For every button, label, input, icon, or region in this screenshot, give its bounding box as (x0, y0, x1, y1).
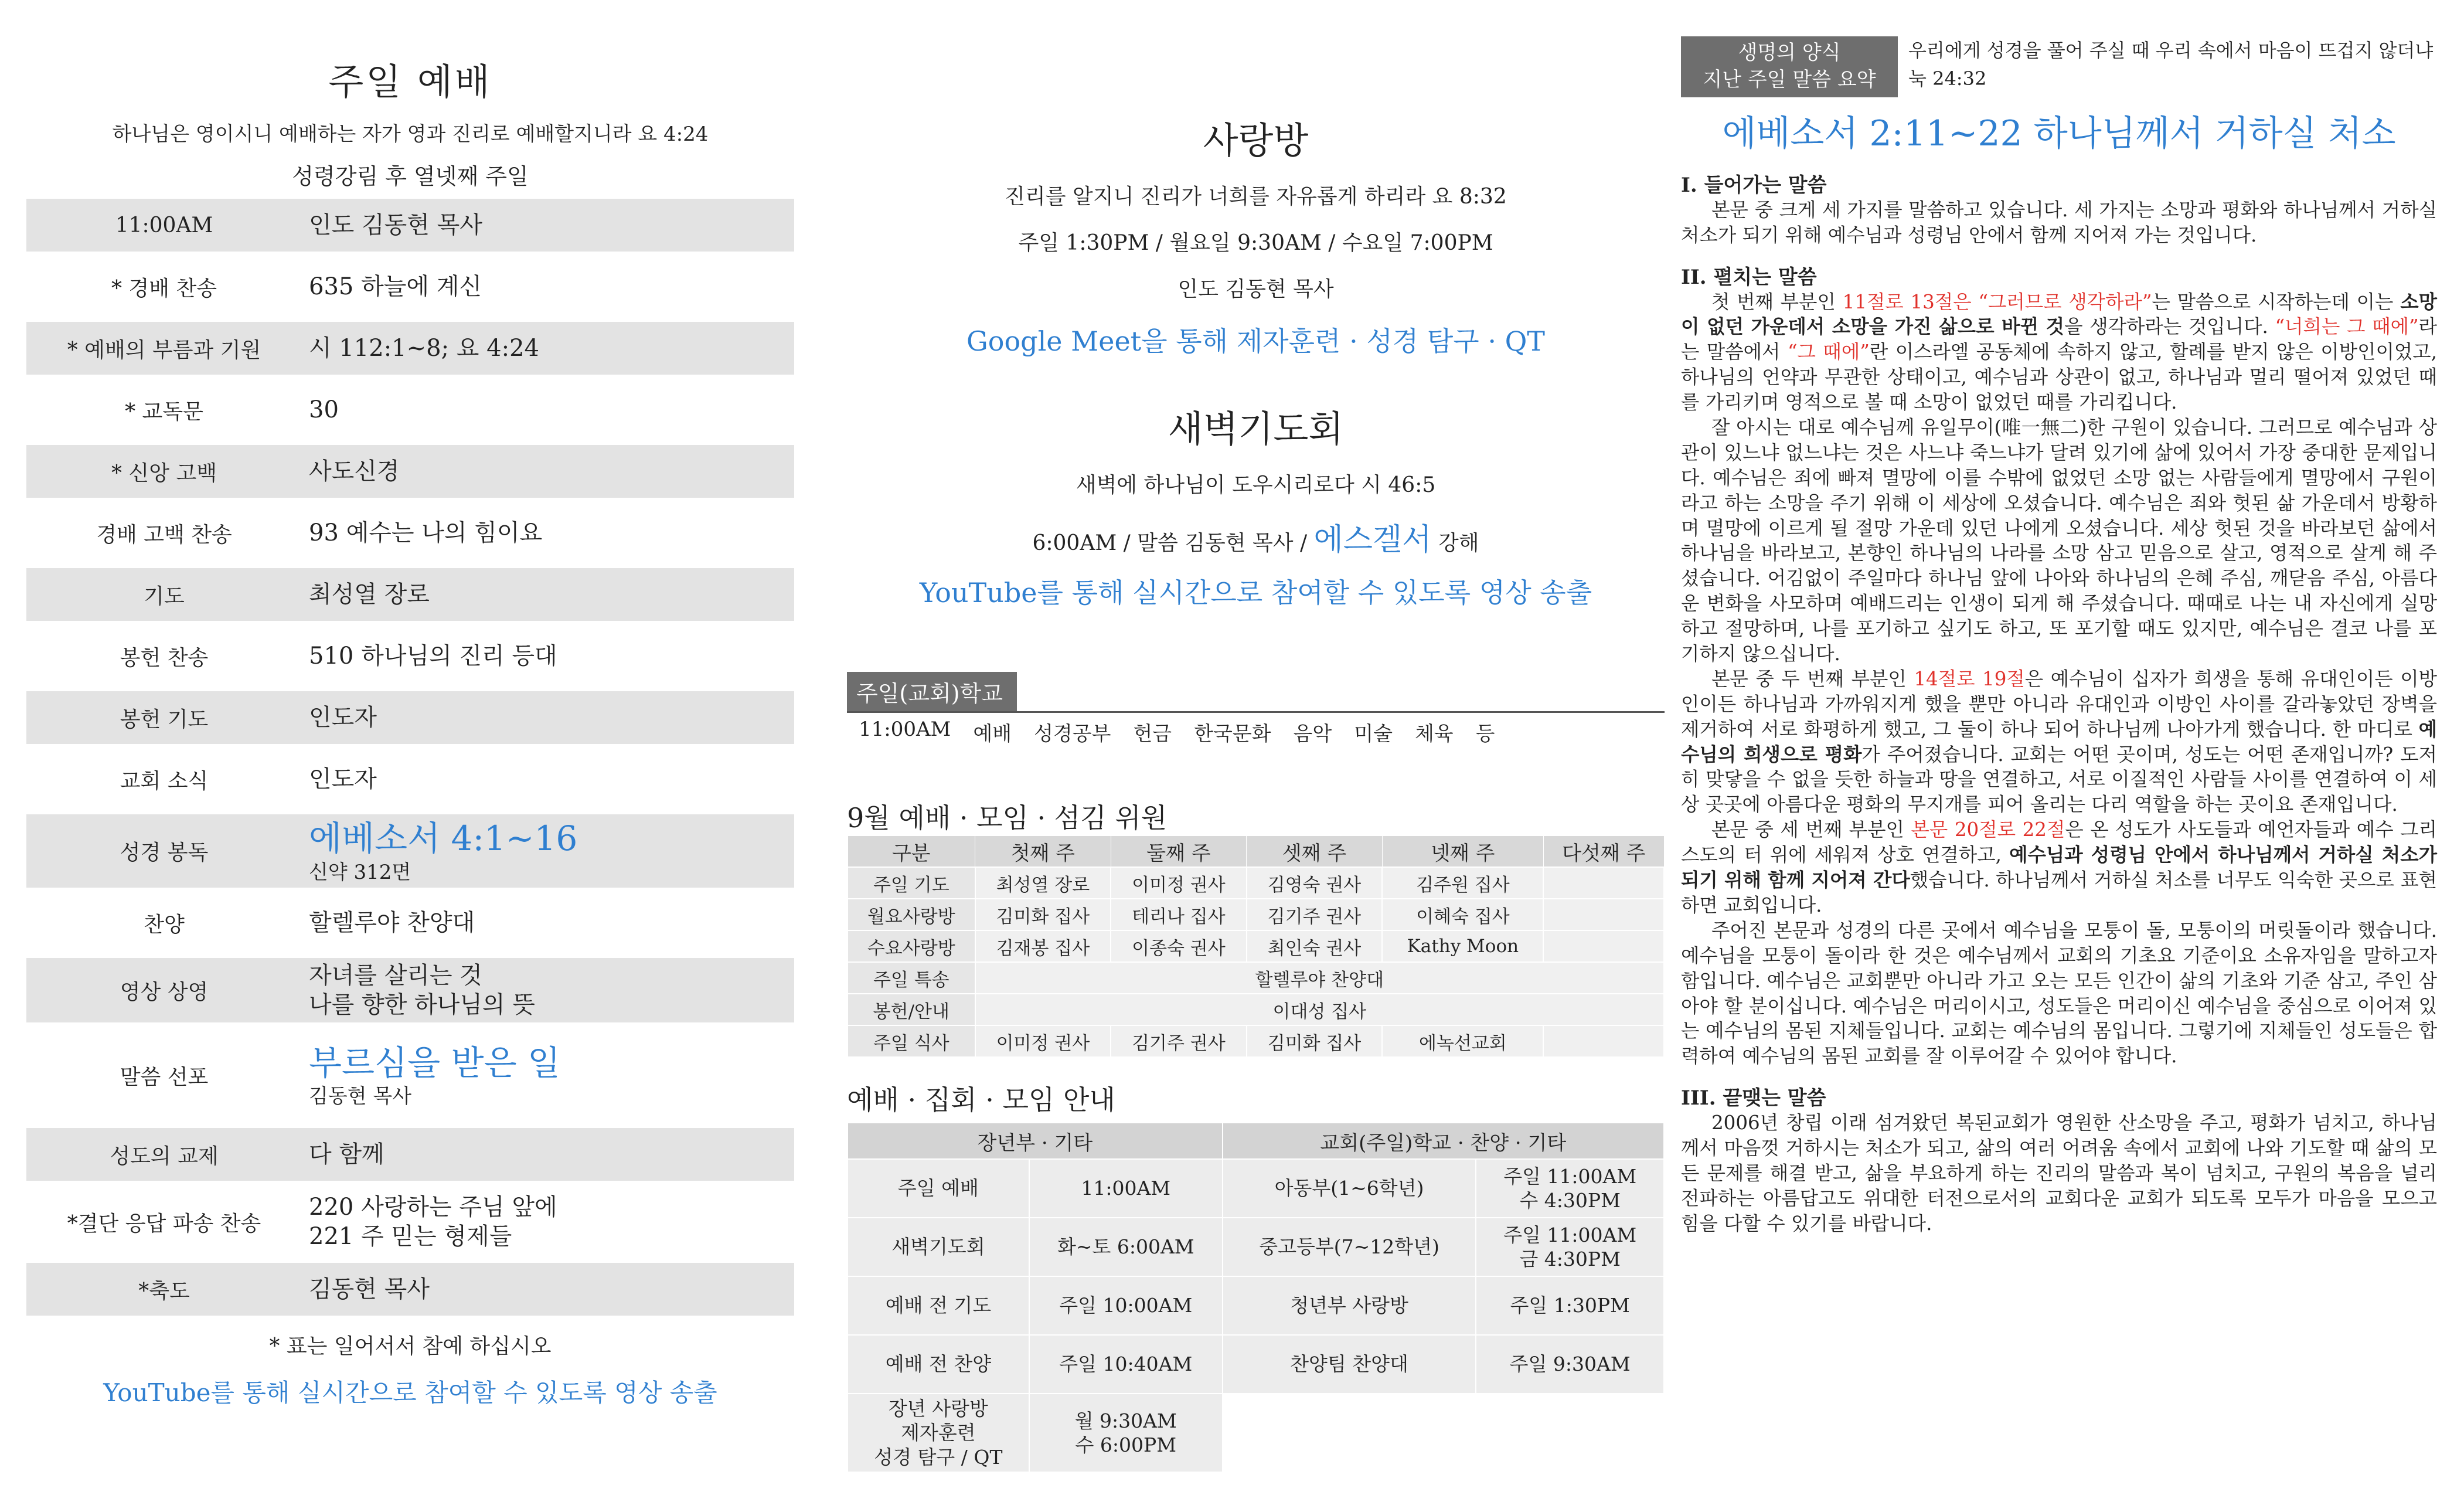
order-row (26, 1190, 794, 1254)
sermon-preacher: 김동현 목사 (309, 1085, 412, 1108)
highlight-run: 본문 20절로 22절 (1911, 818, 2065, 841)
text-run: 은 예수님이 십자가 희생을 통해 유대인이든 이방인이든 하나님과 가까워지게 했을 뿐만 아니라 유대인과 이방인 사이를 갈라놓았던 장벽을 제거하여 서로 화평하게 했고, 그 둘이 하나 되어 하나님께 나아가게 했습니다. 한 마디로 (1681, 667, 2437, 740)
paragraph: 2006년 창립 이래 섬겨왔던 복된교회가 영원한 산소망을 주고, 평화가 넘치고, 하나님께서 마음껏 거하시는 처소가 되고, 삶의 여러 어려움 속에서 교회에 나와 기도할 때 삶의 모든 문제를 해결 받고, 삶을 부요하게 하는 진리의 말씀과 복이 넘치고, 구원의 복음을 널리 전파하는 아름답고도 위대한 터전으로서의 교회다운 교회가 되도록 모두가 마음을 모으고 힘을 다할 수 있기를 바랍니다. (1681, 1112, 2437, 1235)
table-cell: 이혜숙 집사 (1382, 899, 1543, 930)
order-value: 시 112:1~8; 요 4:24 (309, 335, 539, 362)
guide-header: 교회(주일)학교 · 찬양 · 기타 (1223, 1123, 1664, 1159)
table-cell: 에녹선교회 (1382, 1025, 1543, 1057)
table-cell: 예배 전 찬양 (848, 1335, 1029, 1394)
summary-verse: 우리에게 성경을 풀어 주실 때 우리 속에서 마음이 뜨겁지 않더냐 눅 24:32 (1908, 39, 2434, 90)
dawn-suffix: 강해 (1438, 531, 1479, 555)
bold-run: 예수님의 희생으로 평화 (1681, 717, 2437, 766)
table-row (848, 1218, 1664, 1276)
text-run: 은 온 성도가 사도들과 예언자들과 예수 그리스도의 터 위에 세워져 상호 연결하고, (1681, 818, 2437, 867)
table-cell: 김미화 집사 (975, 899, 1111, 930)
order-row (26, 322, 794, 375)
time-line: 주일 11:00AM (1503, 1164, 1637, 1188)
table-row (848, 1276, 1664, 1335)
table-row (848, 962, 1664, 994)
school-item: 미술 (1354, 722, 1393, 746)
order-label: 11:00AM (115, 213, 213, 237)
school-item: 한국문화 (1194, 722, 1271, 746)
bold-run: 예수님과 성령님 안에서 하나님께서 거하실 처소가 되기 위해 함께 지어져 간다 (1681, 843, 2437, 892)
order-row (26, 507, 794, 559)
table-row (848, 1335, 1664, 1394)
cell-line: 수 6:00PM (1075, 1433, 1176, 1456)
guide-table (847, 1122, 1665, 1473)
table-cell: 주일 1:30PM (1476, 1276, 1664, 1335)
order-value: 다 함께 (309, 1141, 384, 1168)
order-label: 봉헌 기도 (120, 707, 209, 732)
table-cell: 주일 기도 (848, 867, 975, 899)
table-cell: 이미정 권사 (1111, 867, 1247, 899)
liturgical-sunday: 성령강림 후 열넷째 주일 (292, 164, 529, 189)
video-title-2: 나를 향한 하나님의 뜻 (309, 991, 535, 1018)
order-label: * 예배의 부름과 기원 (67, 338, 261, 362)
table-cell: 화~토 6:00AM (1029, 1218, 1223, 1276)
table-cell: 예배 전 기도 (848, 1276, 1029, 1335)
table-row (848, 1159, 1664, 1218)
gatherings-column (847, 88, 1665, 1473)
text-run: 했습니다. 하나님께서 거하실 처소를 너무도 익숙한 곳으로 표현하면 교회입니다. (1681, 869, 2437, 916)
table-cell: 김미화 집사 (1247, 1025, 1383, 1057)
order-value: 할렐루야 찬양대 (309, 909, 475, 936)
table-row (848, 1025, 1664, 1057)
table-row (848, 899, 1664, 930)
guide-header-row (848, 1123, 1664, 1159)
cell-line: 장년 사랑방 (888, 1397, 988, 1421)
bold-run: 소망이 없던 가운데서 소망을 가진 삶으로 바뀐 것 (1681, 290, 2437, 338)
cell-line: 제자훈련 (901, 1421, 976, 1445)
order-label: 찬양 (144, 912, 185, 937)
cell-line: 성경 탐구 / QT (874, 1445, 1003, 1469)
order-row (26, 753, 794, 806)
order-label: 영상 상영 (120, 980, 209, 1004)
dawn-time: 6:00AM / 말씀 김동현 목사 / (1032, 531, 1308, 555)
sermon-title: 부르심을 받은 일 (309, 1042, 561, 1083)
duty-header: 둘째 주 (1111, 836, 1247, 868)
order-value (302, 1192, 794, 1251)
scripture-reading: 에베소서 4:1~16 (309, 818, 578, 858)
school-item: 체육 (1414, 722, 1454, 746)
sarangbang-leader: 인도 김동현 목사 (1177, 277, 1334, 301)
order-label: 말씀 선포 (120, 1065, 209, 1089)
dawn-prayer-verse: 새벽에 하나님이 도우시리로다 시 46:5 (1076, 473, 1436, 497)
order-row (26, 199, 794, 252)
table-cell: 김기주 권사 (1247, 899, 1383, 930)
paragraph: 잘 아시는 대로 예수님께 유일무이(唯一無二)한 구원이 있습니다. 그러므로 예수님과 상관이 있느냐 없느냐는 것은 사느냐 죽느냐가 달려 있기에 삶에 있어서 가장 중대한 문제입니다. 예수님은 죄에 빠져 멸망에 이를 수밖에 없었던 소망 없는 사람들에게 멸망에서 구원이라고 하는 소망을 주기 위해 이 세상에 오셨습니다. 예수님은 죄와 헛된 삶 가운데서 방황하며 멸망에 이르게 될 절망 가운데 있던 나에게 오셨습니다. 세상 헛된 것을 바라보던 삶에서 하나님을 바라보고, 본향인 하나님의 나라를 소망 삼고 믿음으로 살고, 영적으로 살게 해 주셨습니다. 어김없이 주일마다 하나님 앞에 나아와 하나님의 은혜 주심, 깨닫음 주심, 아름다운 변화을 사모하며 예배드리는 인생이 되게 해 주셨습니다. 때때로 나는 내 자신에게 실망하고 절망하며, 나를 포기하고 싶기도 하고, 또 포기할 때도 있지만, 예수님은 결코 나를 포기하지 않으십니다. (1681, 416, 2437, 665)
standing-note: * 표는 일어서서 참예 하십시오 (269, 1334, 552, 1358)
table-cell (848, 1394, 1029, 1472)
time-line: 금 4:30PM (1519, 1248, 1621, 1270)
order-label: 교회 소식 (120, 769, 209, 793)
section-heading: I. 들어가는 말씀 (1681, 173, 1827, 197)
table-cell (1223, 1394, 1476, 1472)
table-cell (1476, 1218, 1664, 1276)
guide-title: 예배 · 집회 · 모임 안내 (847, 1084, 1115, 1116)
duty-header: 다섯째 주 (1543, 836, 1664, 868)
table-cell: 월요사랑방 (848, 899, 975, 930)
table-cell: 김기주 권사 (1111, 1025, 1247, 1057)
school-item: 헌금 (1133, 722, 1172, 746)
table-cell (1476, 1394, 1664, 1472)
order-row (26, 445, 794, 498)
order-value: 510 하나님의 진리 등대 (309, 643, 557, 670)
order-value: 최성열 장로 (309, 581, 430, 608)
order-value: 635 하늘에 계신 (309, 273, 482, 300)
table-cell: 할렐루야 찬양대 (975, 962, 1664, 994)
highlight-run: “그 때에” (1787, 341, 1870, 363)
order-value: 93 예수는 나의 힘이요 (309, 519, 543, 546)
school-item: 음악 (1293, 722, 1332, 746)
table-cell: 새벽기도회 (848, 1218, 1029, 1276)
sunday-school-label: 주일(교회)학교 (847, 672, 1017, 711)
badge-line: 생명의 양식 (1738, 41, 1841, 64)
worship-title: 주일 예배 (328, 60, 492, 103)
summary-header (1681, 36, 2437, 97)
sunday-school-items (847, 718, 1665, 746)
time-line: 주일 11:00AM (1503, 1223, 1637, 1246)
order-row (26, 630, 794, 682)
order-row (26, 814, 794, 888)
table-cell: 수요사랑방 (848, 930, 975, 962)
duty-header-row (848, 836, 1664, 868)
order-row (26, 1263, 794, 1316)
table-cell (1543, 1025, 1664, 1057)
order-label: 성도의 교제 (110, 1144, 219, 1168)
order-value (302, 817, 794, 885)
table-cell: 김재봉 집사 (975, 930, 1111, 962)
highlight-run: 11절로 13절은 “그러므로 생각하라” (1842, 290, 2152, 313)
order-label: 봉헌 찬송 (120, 645, 209, 670)
paragraph (1681, 667, 2437, 817)
cell-line: 월 9:30AM (1074, 1409, 1177, 1432)
order-label: 성경 봉독 (120, 841, 209, 865)
order-value: 인도자 (309, 766, 377, 793)
order-value: 30 (309, 396, 339, 423)
text-run: 란 이스라엘 공동체에 속하지 않고, 할례를 받지 않은 이방인이었고, 하나님의 언약과 무관한 상태이고, 예수님과 상관이 없고, 하나님과 멀리 떨어져 있었던 때를 가리키며 영적으로 볼 때 소망이 없었던 때를 가리킵니다. (1681, 341, 2437, 414)
highlight-run: “너희는 그 때에” (2275, 315, 2419, 338)
table-cell (1543, 867, 1664, 899)
table-cell: Kathy Moon (1382, 930, 1543, 962)
text-run: 가 주어졌습니다. 교회는 어떤 곳이며, 성도는 어떤 존재입니까? 도저히 맞닿을 수 없을 듯한 하늘과 땅을 연결하고, 서로 이질적인 사람들 사이를 연결하여 이 세상 곳곳에 아름다운 평화의 무지개를 피어 올리는 다리 역할을 하는 곳이요 존재입니다. (1681, 743, 2437, 816)
table-cell (1029, 1394, 1223, 1472)
order-value: 인도자 (309, 704, 377, 731)
table-cell (1476, 1159, 1664, 1218)
text-run: 라는 말씀에서 (1681, 315, 2438, 363)
google-meet-notice: Google Meet을 통해 제자훈련 · 성경 탐구 · QT (966, 325, 1545, 357)
text-run: 을 생각하라는 것입니다. (2064, 315, 2275, 338)
sarangbang-verse: 진리를 알지니 진리가 너희를 자유롭게 하리라 요 8:32 (1005, 185, 1507, 209)
table-row (848, 1394, 1664, 1472)
order-value (302, 961, 794, 1020)
youtube-notice: YouTube를 통해 실시간으로 참여할 수 있도록 영상 송출 (103, 1378, 717, 1407)
order-row (26, 260, 794, 313)
order-label: 기도 (144, 584, 185, 609)
sarangbang-times: 주일 1:30PM / 월요일 9:30AM / 수요일 7:00PM (1018, 231, 1493, 255)
school-item: 11:00AM (859, 718, 951, 741)
sermon-summary-column (1681, 36, 2437, 1236)
school-item: 예배 (973, 722, 1012, 746)
order-label: *축도 (138, 1279, 190, 1303)
order-value: 인도 김동현 목사 (309, 212, 482, 239)
duty-header: 첫째 주 (975, 836, 1111, 868)
section-heading: III. 끝맺는 말씀 (1681, 1086, 1826, 1110)
table-cell: 중고등부(7~12학년) (1223, 1218, 1476, 1276)
hymn-2: 221 주 믿는 형제들 (309, 1223, 512, 1250)
section-heading: II. 펼치는 말씀 (1681, 265, 1817, 289)
table-cell: 11:00AM (1029, 1159, 1223, 1218)
paragraph (1681, 290, 2437, 415)
table-cell: 주일 예배 (848, 1159, 1029, 1218)
table-cell: 최성열 장로 (975, 867, 1111, 899)
table-cell: 최인숙 권사 (1247, 930, 1383, 962)
order-value: 김동현 목사 (309, 1276, 430, 1303)
order-row (26, 691, 794, 744)
scripture-page: 신약 312면 (309, 860, 411, 884)
summary-title: 에베소서 2:11~22 하나님께서 거하실 처소 (1722, 113, 2396, 154)
table-cell: 주일 10:40AM (1029, 1335, 1223, 1394)
text-run: 본문 중 두 번째 부분인 (1711, 667, 1914, 690)
text-run: 첫 번째 부분인 (1711, 290, 1843, 313)
order-row (26, 383, 794, 436)
video-title-1: 자녀를 살리는 것 (309, 962, 482, 989)
duty-header: 넷째 주 (1382, 836, 1543, 868)
order-label: * 경배 찬송 (111, 276, 217, 301)
table-cell: 김주원 집사 (1382, 867, 1543, 899)
table-cell: 청년부 사랑방 (1223, 1276, 1476, 1335)
dawn-prayer-title: 새벽기도회 (1168, 407, 1344, 450)
order-label: * 교독문 (125, 399, 203, 424)
school-item: 성경공부 (1034, 722, 1111, 746)
table-cell: 주일 9:30AM (1476, 1335, 1664, 1394)
hymn-1: 220 사랑하는 주님 앞에 (309, 1194, 557, 1221)
dawn-youtube-notice: YouTube를 통해 실시간으로 참여할 수 있도록 영상 송출 (919, 577, 1592, 609)
table-cell (1543, 930, 1664, 962)
table-cell: 김영숙 권사 (1247, 867, 1383, 899)
order-row (26, 1031, 794, 1119)
table-cell: 이미정 권사 (975, 1025, 1111, 1057)
duty-title: 9월 예배 · 모임 · 섬김 위원 (847, 802, 1168, 834)
sarangbang-title: 사랑방 (1203, 119, 1309, 162)
order-label: * 신앙 고백 (111, 461, 217, 485)
dawn-prayer-schedule (847, 515, 1665, 559)
table-cell: 주일 특송 (848, 962, 975, 994)
table-cell: 아동부(1~6학년) (1223, 1159, 1476, 1218)
summary-badge (1681, 36, 1898, 97)
table-cell: 테리나 집사 (1111, 899, 1247, 930)
duty-header: 구분 (848, 836, 975, 868)
badge-line: 지난 주일 말씀 요약 (1703, 67, 1876, 91)
order-value: 사도신경 (309, 458, 400, 485)
order-row (26, 1128, 794, 1181)
text-run: 는 말씀으로 시작하는데 이는 (2152, 290, 2401, 313)
worship-order-column (26, 41, 794, 1409)
table-cell: 이종숙 권사 (1111, 930, 1247, 962)
highlight-run: 14절로 19절 (1914, 667, 2025, 690)
duty-table (847, 835, 1665, 1058)
table-cell: 봉헌/안내 (848, 994, 975, 1025)
table-cell: 이대성 집사 (975, 994, 1664, 1025)
table-cell: 찬양팀 찬양대 (1223, 1335, 1476, 1394)
paragraph (1681, 817, 2437, 918)
paragraph: 본문 중 크게 세 가지를 말씀하고 있습니다. 세 가지는 소망과 평화와 하나님께서 거하실 처소가 되기 위해 예수님과 성령님 안에서 함께 지어져 가는 것입니다. (1681, 198, 2437, 246)
order-value (302, 1042, 794, 1109)
order-row (26, 896, 794, 949)
dawn-book: 에스겔서 (1313, 522, 1432, 558)
text-run: 본문 중 세 번째 부분인 (1711, 818, 1911, 841)
table-row (848, 930, 1664, 962)
order-label: *결단 응답 파송 찬송 (67, 1211, 261, 1236)
worship-verse: 하나님은 영이시니 예배하는 자가 영과 진리로 예배할지니라 요 4:24 (112, 123, 709, 146)
order-row (26, 568, 794, 621)
table-cell: 주일 식사 (848, 1025, 975, 1057)
time-line: 수 4:30PM (1519, 1189, 1621, 1212)
order-row (26, 958, 794, 1022)
duty-header: 셋째 주 (1247, 836, 1383, 868)
order-label: 경배 고백 찬송 (96, 522, 232, 547)
table-row (848, 994, 1664, 1025)
table-cell: 주일 10:00AM (1029, 1276, 1223, 1335)
table-cell (1543, 899, 1664, 930)
paragraph: 주어진 본문과 성경의 다른 곳에서 예수님을 모퉁이 돌, 모퉁이의 머릿돌이라 했습니다. 예수님을 모퉁이 돌이라 한 것은 예수님께서 교회의 기초요 기준이요 소유자임을 말하고자 함입니다. 예수님은 교회뿐만 아니라 가고 오는 모든 인간이 삶의 기초와 기준 삼고, 주인 삼아야 할 분이십니다. 예수님은 머리이시고, 성도들은 머리이신 예수님을 중심으로 이어져 있는 예수님의 몸된 지체들입니다. 교회는 예수님의 몸입니다. 그렇기에 지체들인 성도들은 합력하여 예수님의 몸된 교회를 잘 이루어갈 수 있어야 합니다. (1681, 919, 2437, 1068)
guide-header: 장년부 · 기타 (848, 1123, 1223, 1159)
table-row (848, 867, 1664, 899)
school-item: 등 (1475, 722, 1495, 746)
